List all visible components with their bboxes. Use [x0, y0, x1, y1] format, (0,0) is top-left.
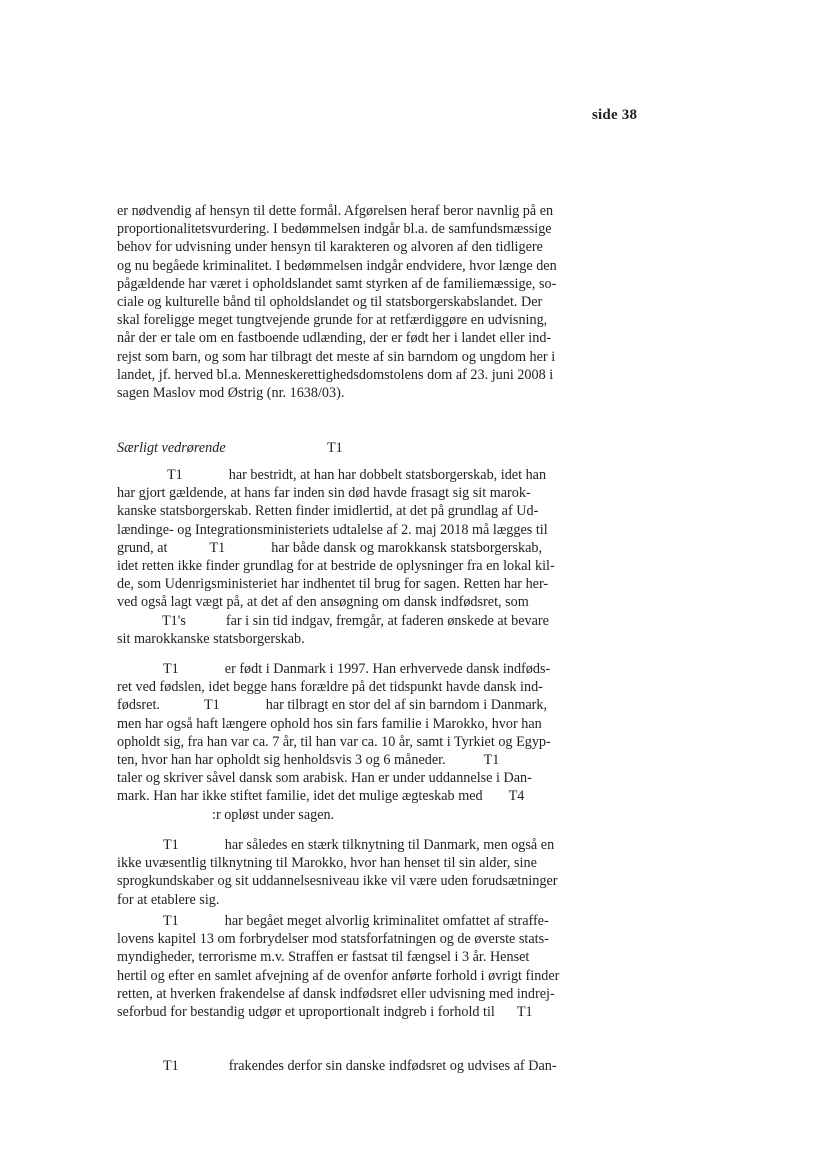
- text-line: rejst som barn, og som har tilbragt det meste af sin barndom og ungdom her i: [117, 348, 556, 365]
- person-ref: T1: [209, 539, 226, 556]
- text-line: mark. Han har ikke stiftet familie, idet det mulige ægteskab med T4: [117, 788, 525, 805]
- text-line: sagen Maslov mod Østrig (nr. 1638/03).: [117, 384, 345, 401]
- text-line: ten, hvor han har opholdt sig henholdsvis 3 og 6 måneder. T1: [117, 751, 500, 768]
- text-line: :r opløst under sagen.: [212, 806, 335, 823]
- text-line: fødsret. T1 har tilbragt en stor del af sin barndom i Danmark,: [117, 697, 548, 714]
- paragraph-proportionality: [117, 202, 587, 402]
- text-line: lændinge- og Integrationsministeriets udtalelse af 2. maj 2018 må lægges til: [117, 521, 548, 538]
- person-ref: T1: [516, 1003, 533, 1020]
- text-line: for at etablere sig.: [117, 891, 220, 908]
- text-line: når der er tale om en fastboende udlænding, der er født her i landet eller ind-: [117, 330, 552, 347]
- person-ref: T1: [483, 751, 500, 768]
- text-line: men har også haft længere ophold hos sin fars familie i Marokko, hvor han: [117, 715, 542, 732]
- text-line: og nu begåede kriminalitet. I bedømmelsen indgår endvidere, hvor længe den: [117, 257, 557, 274]
- text-line: sprogkundskaber og sit uddannelsesniveau ikke vil være uden forudsætninger: [117, 873, 558, 890]
- person-ref: T1: [163, 837, 179, 853]
- text-line: T1 har således en stærk tilknytning til Danmark, men også en: [163, 837, 555, 853]
- heading-ref: T1: [327, 440, 343, 456]
- paragraph-background: [117, 660, 587, 824]
- heading-text: Særligt vedrørende: [117, 440, 226, 456]
- text-line: T1's far i sin tid indgav, fremgår, at faderen ønskede at bevare: [162, 612, 549, 629]
- text-line: lovens kapitel 13 om forbrydelser mod statsforfatningen og de øverste stats-: [117, 931, 549, 948]
- text-line: idet retten ikke finder grundlag for at bestride de oplysninger fra en lokal kil-: [117, 557, 555, 574]
- text-line: opholdt sig, fra han var ca. 7 år, til han var ca. 10 år, samt i Tyrkiet og Egyp-: [117, 733, 551, 750]
- text-line: pågældende har været i opholdslandet samt styrken af de familiemæssige, so-: [117, 275, 557, 292]
- text-line: taler og skriver såvel dansk som arabisk. Han er under uddannelse i Dan-: [117, 770, 532, 787]
- text-line: T1 har begået meget alvorlig kriminalitet omfattet af straffe-: [163, 913, 549, 929]
- paragraph-citizenship: [117, 466, 587, 648]
- text-line: har gjort gældende, at hans far inden sin død havde frasagt sig sit marok-: [117, 485, 531, 502]
- text-line: ikke uvæsentlig tilknytning til Marokko, hvor han henset til sin alder, sine: [117, 855, 537, 872]
- text-line: seforbud for bestandig udgør et uproportionalt indgreb i forhold til T1: [117, 1003, 533, 1020]
- text-line: landet, jf. herved bl.a. Menneskerettighedsdomstolens dom af 23. juni 2008 i: [117, 366, 554, 383]
- person-ref: T1: [163, 661, 179, 677]
- text-line: sit marokkanske statsborgerskab.: [117, 630, 305, 647]
- paragraph-verdict: [117, 1057, 587, 1075]
- person-ref: T4: [508, 788, 525, 805]
- text-line: behov for udvisning under hensyn til karakteren og alvoren af den tidligere: [117, 239, 543, 256]
- text-line: er nødvendig af hensyn til dette formål. Afgørelsen heraf beror navnlig på en: [117, 203, 554, 219]
- text-line: grund, at T1 har både dansk og marokkansk statsborgerskab,: [117, 539, 543, 556]
- section-heading: [117, 440, 343, 457]
- person-ref: T1: [163, 1058, 179, 1074]
- text-line: ved også lagt vægt på, at det af den ansøgning om dansk indfødsret, som: [117, 594, 529, 611]
- text-line: retten, at hverken frakendelse af dansk indfødsret eller udvisning med indrej-: [117, 985, 555, 1002]
- text-line: kanske statsborgerskab. Retten finder imidlertid, at det på grundlag af Ud-: [117, 503, 539, 520]
- person-ref: T1's: [162, 612, 186, 629]
- text-line: hertil og efter en samlet afvejning af de ovenfor anførte forhold i øvrigt finder: [117, 967, 560, 984]
- text-line: T1 frakendes derfor sin danske indfødsret og udvises af Dan-: [163, 1058, 557, 1074]
- person-ref: T1: [163, 913, 179, 929]
- person-ref: T1: [203, 697, 220, 714]
- text-line: skal foreligge meget tungtvejende grunde for at retfærdiggøre en udvisning,: [117, 312, 548, 329]
- text-line: T1 har bestridt, at han har dobbelt statsborgerskab, idet han: [167, 467, 547, 483]
- page-number: side 38: [592, 107, 638, 123]
- text-line: myndigheder, terrorisme m.v. Straffen er fastsat til fængsel i 3 år. Henset: [117, 949, 530, 966]
- person-ref: T1: [167, 467, 183, 483]
- paragraph-ties: [117, 836, 587, 909]
- text-line: proportionalitetsvurdering. I bedømmelsen indgår bl.a. de samfundsmæssige: [117, 221, 552, 238]
- text-line: ciale og kulturelle bånd til opholdslandet og til statsborgerskabslandet. Der: [117, 293, 543, 310]
- text-line: ret ved fødslen, idet begge hans forældre på det tidspunkt havde dansk ind-: [117, 679, 543, 696]
- text-line: de, som Udenrigsministeriet har indhentet til brug for sagen. Retten har her-: [117, 576, 549, 593]
- text-line: T1 er født i Danmark i 1997. Han erhvervede dansk indføds-: [163, 661, 551, 677]
- paragraph-crime: [117, 912, 587, 1021]
